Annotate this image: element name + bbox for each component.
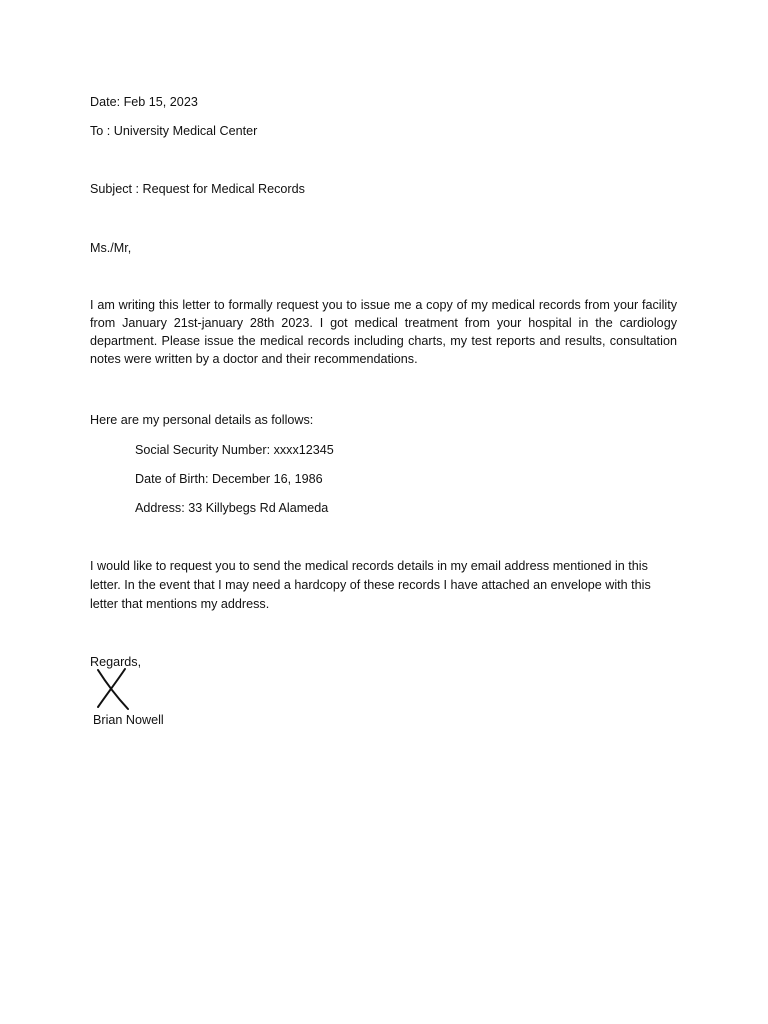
- details-intro: Here are my personal details as follows:: [90, 413, 314, 427]
- letter-closing: Regards,: [90, 655, 142, 669]
- letter-subject: Subject : Request for Medical Records: [90, 182, 305, 196]
- letter-body-paragraph-2-line-2: letter. In the event that I may need a hardcopy of these records I have attached an envelope with this: [90, 578, 651, 592]
- letter-recipient: To : University Medical Center: [90, 124, 258, 138]
- letter-body-paragraph-1: I am writing this letter to formally request you to issue me a copy of my medical records from your facility from January 21st-january 28th 2023. I got medical treatment from your hospital in the cardiology department. Please issue the medical records including charts, my test reports and results, consultation notes were written by a doctor and their recommendations.: [90, 298, 677, 366]
- letter-body-paragraph-2-line-1: I would like to request you to send the medical records details in my email address mentioned in this: [90, 559, 648, 573]
- detail-address: Address: 33 Killybegs Rd Alameda: [135, 501, 329, 515]
- signer-name: Brian Nowell: [93, 713, 164, 727]
- detail-ssn: Social Security Number: xxxx12345: [135, 443, 334, 457]
- letter-date: Date: Feb 15, 2023: [90, 95, 198, 109]
- letter-body-paragraph-2-line-3: letter that mentions my address.: [90, 597, 270, 611]
- letter-salutation: Ms./Mr,: [90, 241, 132, 255]
- signature-mark: [95, 667, 131, 711]
- detail-date-of-birth: Date of Birth: December 16, 1986: [135, 472, 323, 486]
